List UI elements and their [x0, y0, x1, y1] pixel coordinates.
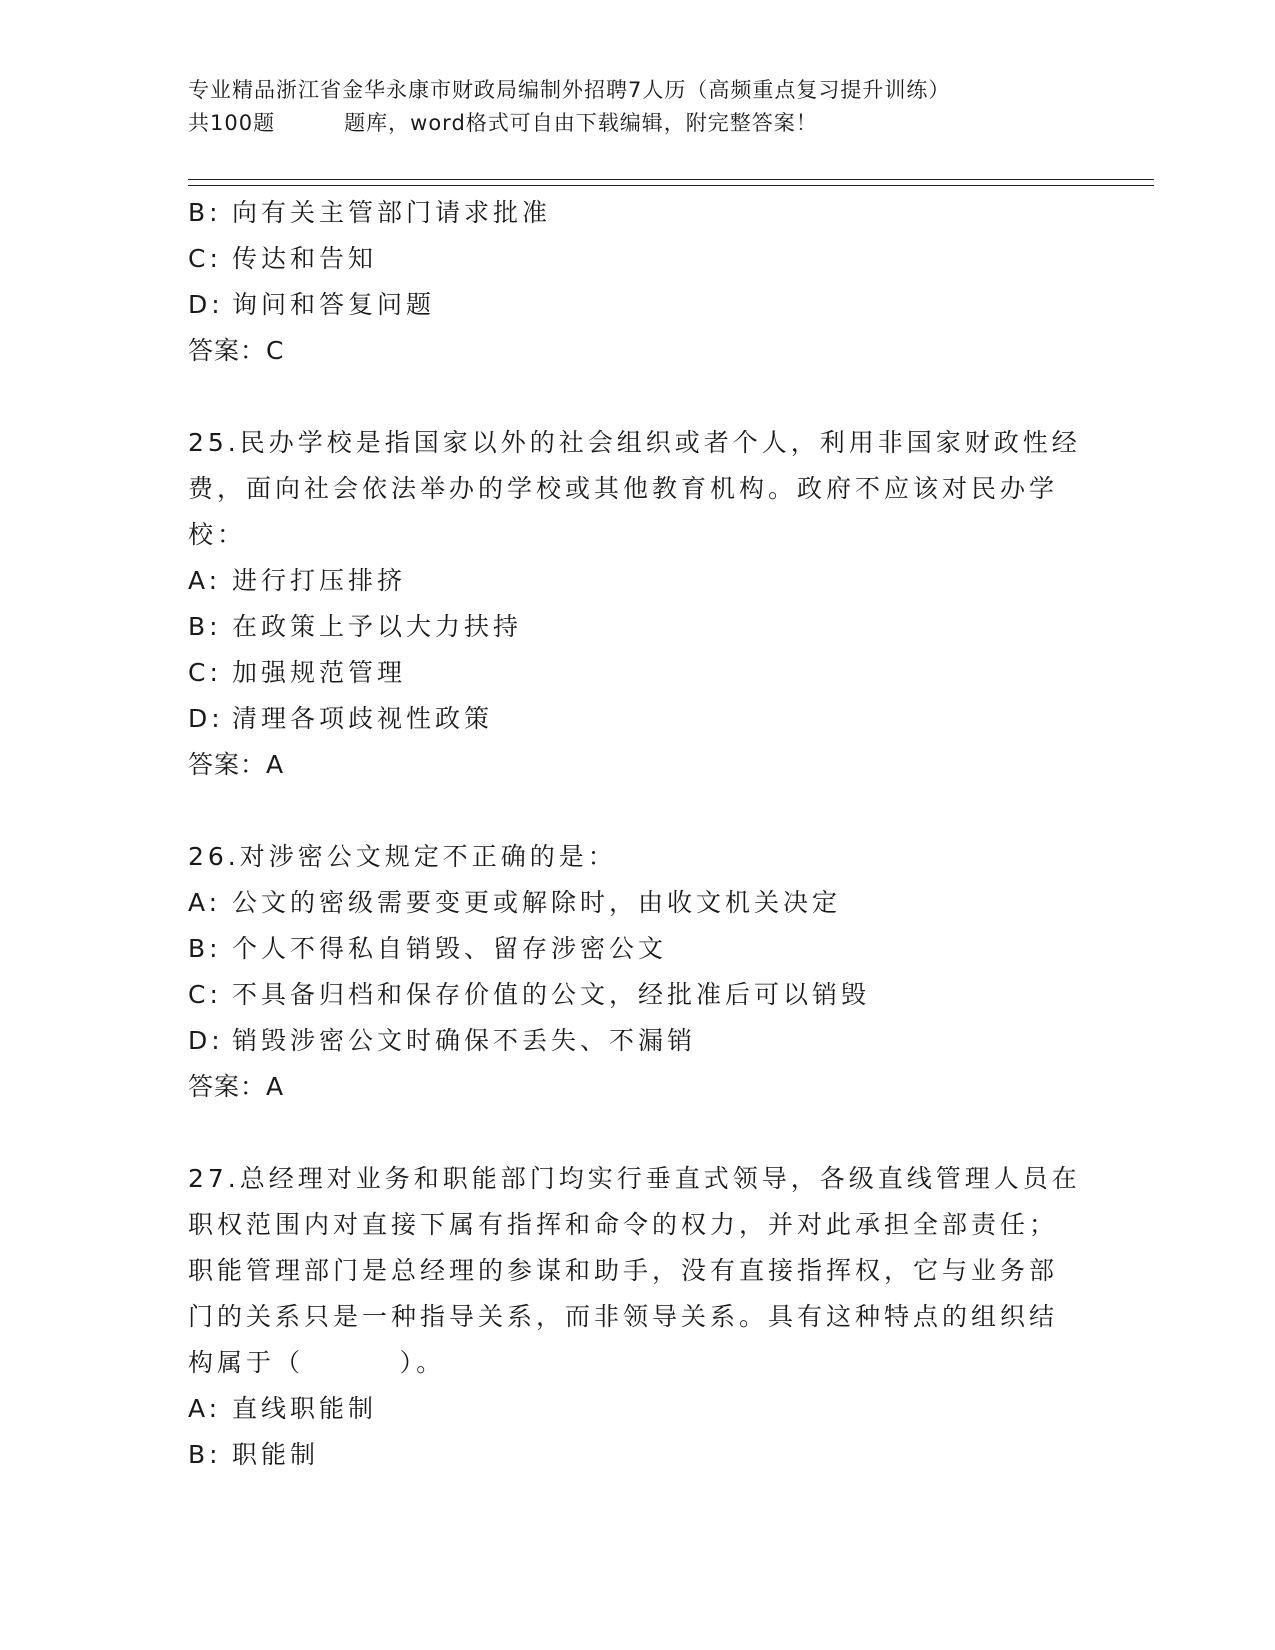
option-key: B:	[188, 198, 222, 227]
option-text: 个人不得私自销毁、留存涉密公文	[232, 934, 668, 963]
option-key: D:	[188, 1026, 224, 1055]
option-text: 询问和答复问题	[232, 290, 436, 319]
option-key: D:	[188, 704, 224, 733]
question-text-line: 构属于（ ）。	[188, 1348, 446, 1377]
question-27	[188, 1156, 1088, 1478]
option-text: 销毁涉密公文时确保不丢失、不漏销	[232, 1026, 697, 1055]
option-text: 不具备归档和保存价值的公文，经批准后可以销毁	[232, 980, 871, 1009]
spacer	[188, 1110, 1088, 1156]
option-key: B:	[188, 612, 222, 641]
question-text-line: 校：	[188, 520, 247, 549]
option-c	[188, 236, 1088, 282]
option-text: 公文的密级需要变更或解除时，由收文机关决定	[232, 888, 842, 917]
option-text: 传达和告知	[232, 244, 378, 273]
option-b	[188, 190, 1088, 236]
header-title-line2: 共100题 题库，word格式可自由下载编辑，附完整答案！	[188, 111, 818, 135]
question-25	[188, 420, 1088, 788]
option-d	[188, 696, 1088, 742]
question-text-line: 26.对涉密公文规定不正确的是：	[188, 842, 617, 871]
option-key: A:	[188, 1394, 222, 1423]
question-text-line: 职权范围内对直接下属有指挥和命令的权力，并对此承担全部责任；	[188, 1210, 1059, 1239]
option-b	[188, 604, 1088, 650]
option-key: C:	[188, 980, 222, 1009]
answer-line: 答案：A	[188, 750, 285, 779]
spacer	[188, 374, 1088, 420]
option-text: 直线职能制	[232, 1394, 378, 1423]
option-text: 加强规范管理	[232, 658, 407, 687]
spacer	[188, 788, 1088, 834]
question-text-line: 费，面向社会依法举办的学校或其他教育机构。政府不应该对民办学	[188, 474, 1059, 503]
question-24-tail	[188, 190, 1088, 374]
option-key: C:	[188, 244, 222, 273]
option-key: B:	[188, 1440, 222, 1469]
question-text-line: 25.民办学校是指国家以外的社会组织或者个人，利用非国家财政性经	[188, 428, 1081, 457]
option-key: C:	[188, 658, 222, 687]
option-text: 清理各项歧视性政策	[232, 704, 494, 733]
header-rule-top	[188, 179, 1154, 180]
answer-line: 答案：C	[188, 336, 285, 365]
option-c	[188, 972, 1088, 1018]
option-a	[188, 1386, 1088, 1432]
option-key: B:	[188, 934, 222, 963]
option-b	[188, 1432, 1088, 1478]
option-key: A:	[188, 888, 222, 917]
question-text-line: 职能管理部门是总经理的参谋和助手，没有直接指挥权，它与业务部	[188, 1256, 1059, 1285]
question-text-line: 27.总经理对业务和职能部门均实行垂直式领导，各级直线管理人员在	[188, 1164, 1081, 1193]
option-key: D:	[188, 290, 224, 319]
answer-line: 答案：A	[188, 1072, 285, 1101]
option-d	[188, 1018, 1088, 1064]
option-d	[188, 282, 1088, 328]
question-26	[188, 834, 1088, 1110]
option-text: 向有关主管部门请求批准	[232, 198, 552, 227]
header-title-line1: 专业精品浙江省金华永康市财政局编制外招聘7人历（高频重点复习提升训练）	[188, 78, 951, 102]
question-text-line: 门的关系只是一种指导关系，而非领导关系。具有这种特点的组织结	[188, 1302, 1059, 1331]
option-a	[188, 558, 1088, 604]
document-header	[188, 74, 1108, 140]
option-text: 进行打压排挤	[232, 566, 407, 595]
option-text: 在政策上予以大力扶持	[232, 612, 523, 641]
option-key: A:	[188, 566, 222, 595]
header-rule-bottom	[188, 185, 1154, 186]
option-text: 职能制	[232, 1440, 320, 1469]
option-a	[188, 880, 1088, 926]
option-c	[188, 650, 1088, 696]
option-b	[188, 926, 1088, 972]
document-body	[188, 190, 1088, 1478]
